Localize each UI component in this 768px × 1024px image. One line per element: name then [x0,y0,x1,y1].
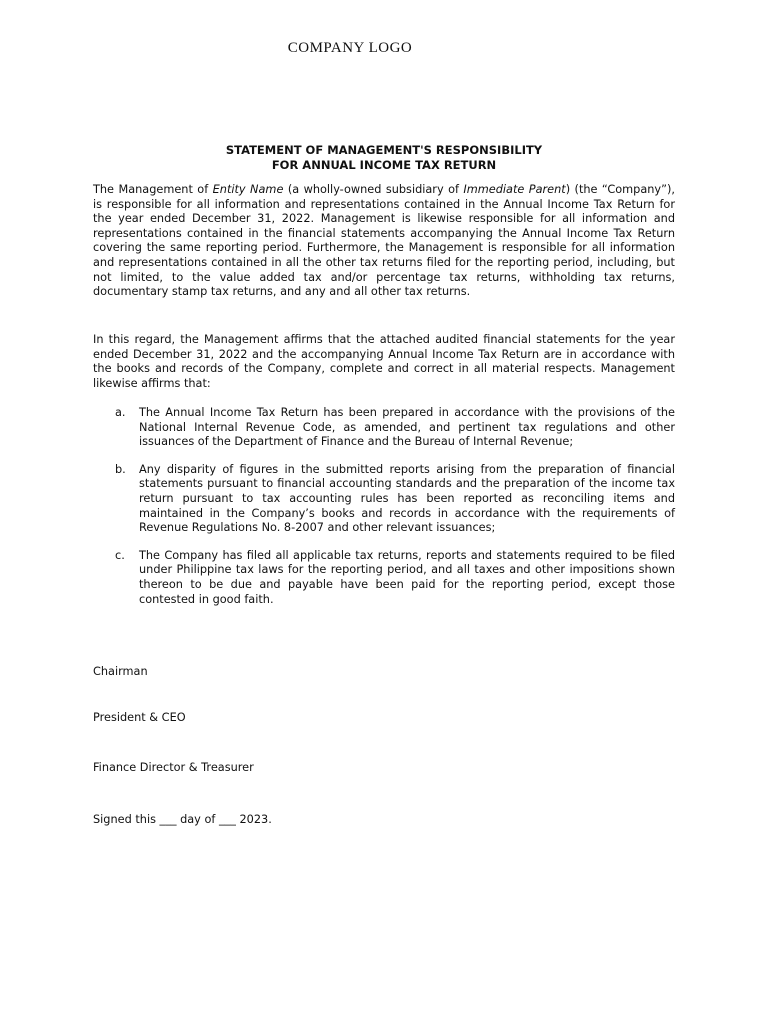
title-line-2: FOR ANNUAL INCOME TAX RETURN [271,158,497,172]
entity-name-placeholder: Entity Name [212,183,284,196]
signatory-president-ceo: President & CEO [93,711,186,724]
list-item-letter: a. [115,406,126,419]
list-item-text: The Company has filed all applicable tax returns, reports and statements required to be filed under Philippine tax laws for the reporting period, and all taxes and other impositions shown thereon to be due and payable have been paid for the reporting period, except those contested in good faith. [139,548,675,606]
company-logo-placeholder: COMPANY LOGO [287,40,413,56]
document-title [93,143,675,173]
title-line-1: STATEMENT OF MANAGEMENT'S RESPONSIBILITY [225,143,543,157]
affirmation-paragraph: In this regard, the Management affirms that the attached audited financial statements for the year ended December 31, 2022 and the accompanying Annual Income Tax Return are in accordance with the books and records of the Company, complete and correct in all material respects. Management likewise affirms that: [93,333,675,390]
paragraph1-part2: (a wholly-owned subsidiary of [283,183,464,196]
list-item-text: The Annual Income Tax Return has been prepared in accordance with the provisions of the National Internal Revenue Code, as amended, and pertinent tax regulations and other issuances of the Department of Finance and the Bureau of Internal Revenue; [139,406,675,449]
list-item [93,406,675,450]
signatory-chairman: Chairman [93,665,148,678]
affirmation-list [93,406,675,620]
signed-date-line: Signed this ___ day of ___ 2023. [93,813,272,826]
list-item [93,463,675,536]
list-item-letter: b. [115,462,126,476]
list-item [93,549,675,607]
signatory-finance-director: Finance Director & Treasurer [93,761,254,774]
list-item-text: Any disparity of figures in the submitted reports arising from the preparation of financial statements pursuant to financial accounting standards and the preparation of the income tax return pursuant to tax accounting rules has been reported as reconciling items and maintained in the Company’s books and records in accordance with the requirements of Revenue Regulations No. 8-2007 and other relevant issuances; [139,462,675,535]
paragraph1-part3: ) (the “Company”), is responsible for all information and representations contained in the Annual Income Tax Return for the year ended December 31, 2022. Management is likewise responsible for all information and representations contained in the financial statements accompanying the Annual Income Tax Return covering the same reporting period. Furthermore, the Management is responsible for all information and representations contained in all the other tax returns filed for the reporting period, including, but not limited, to the value added tax and/or percentage tax returns, withholding tax returns, documentary stamp tax returns, and any and all other tax returns. [93,183,675,299]
immediate-parent-placeholder: Immediate Parent [463,183,566,196]
responsibility-paragraph [93,183,675,300]
paragraph1-part1: The Management of [93,183,213,196]
list-item-letter: c. [115,548,125,562]
